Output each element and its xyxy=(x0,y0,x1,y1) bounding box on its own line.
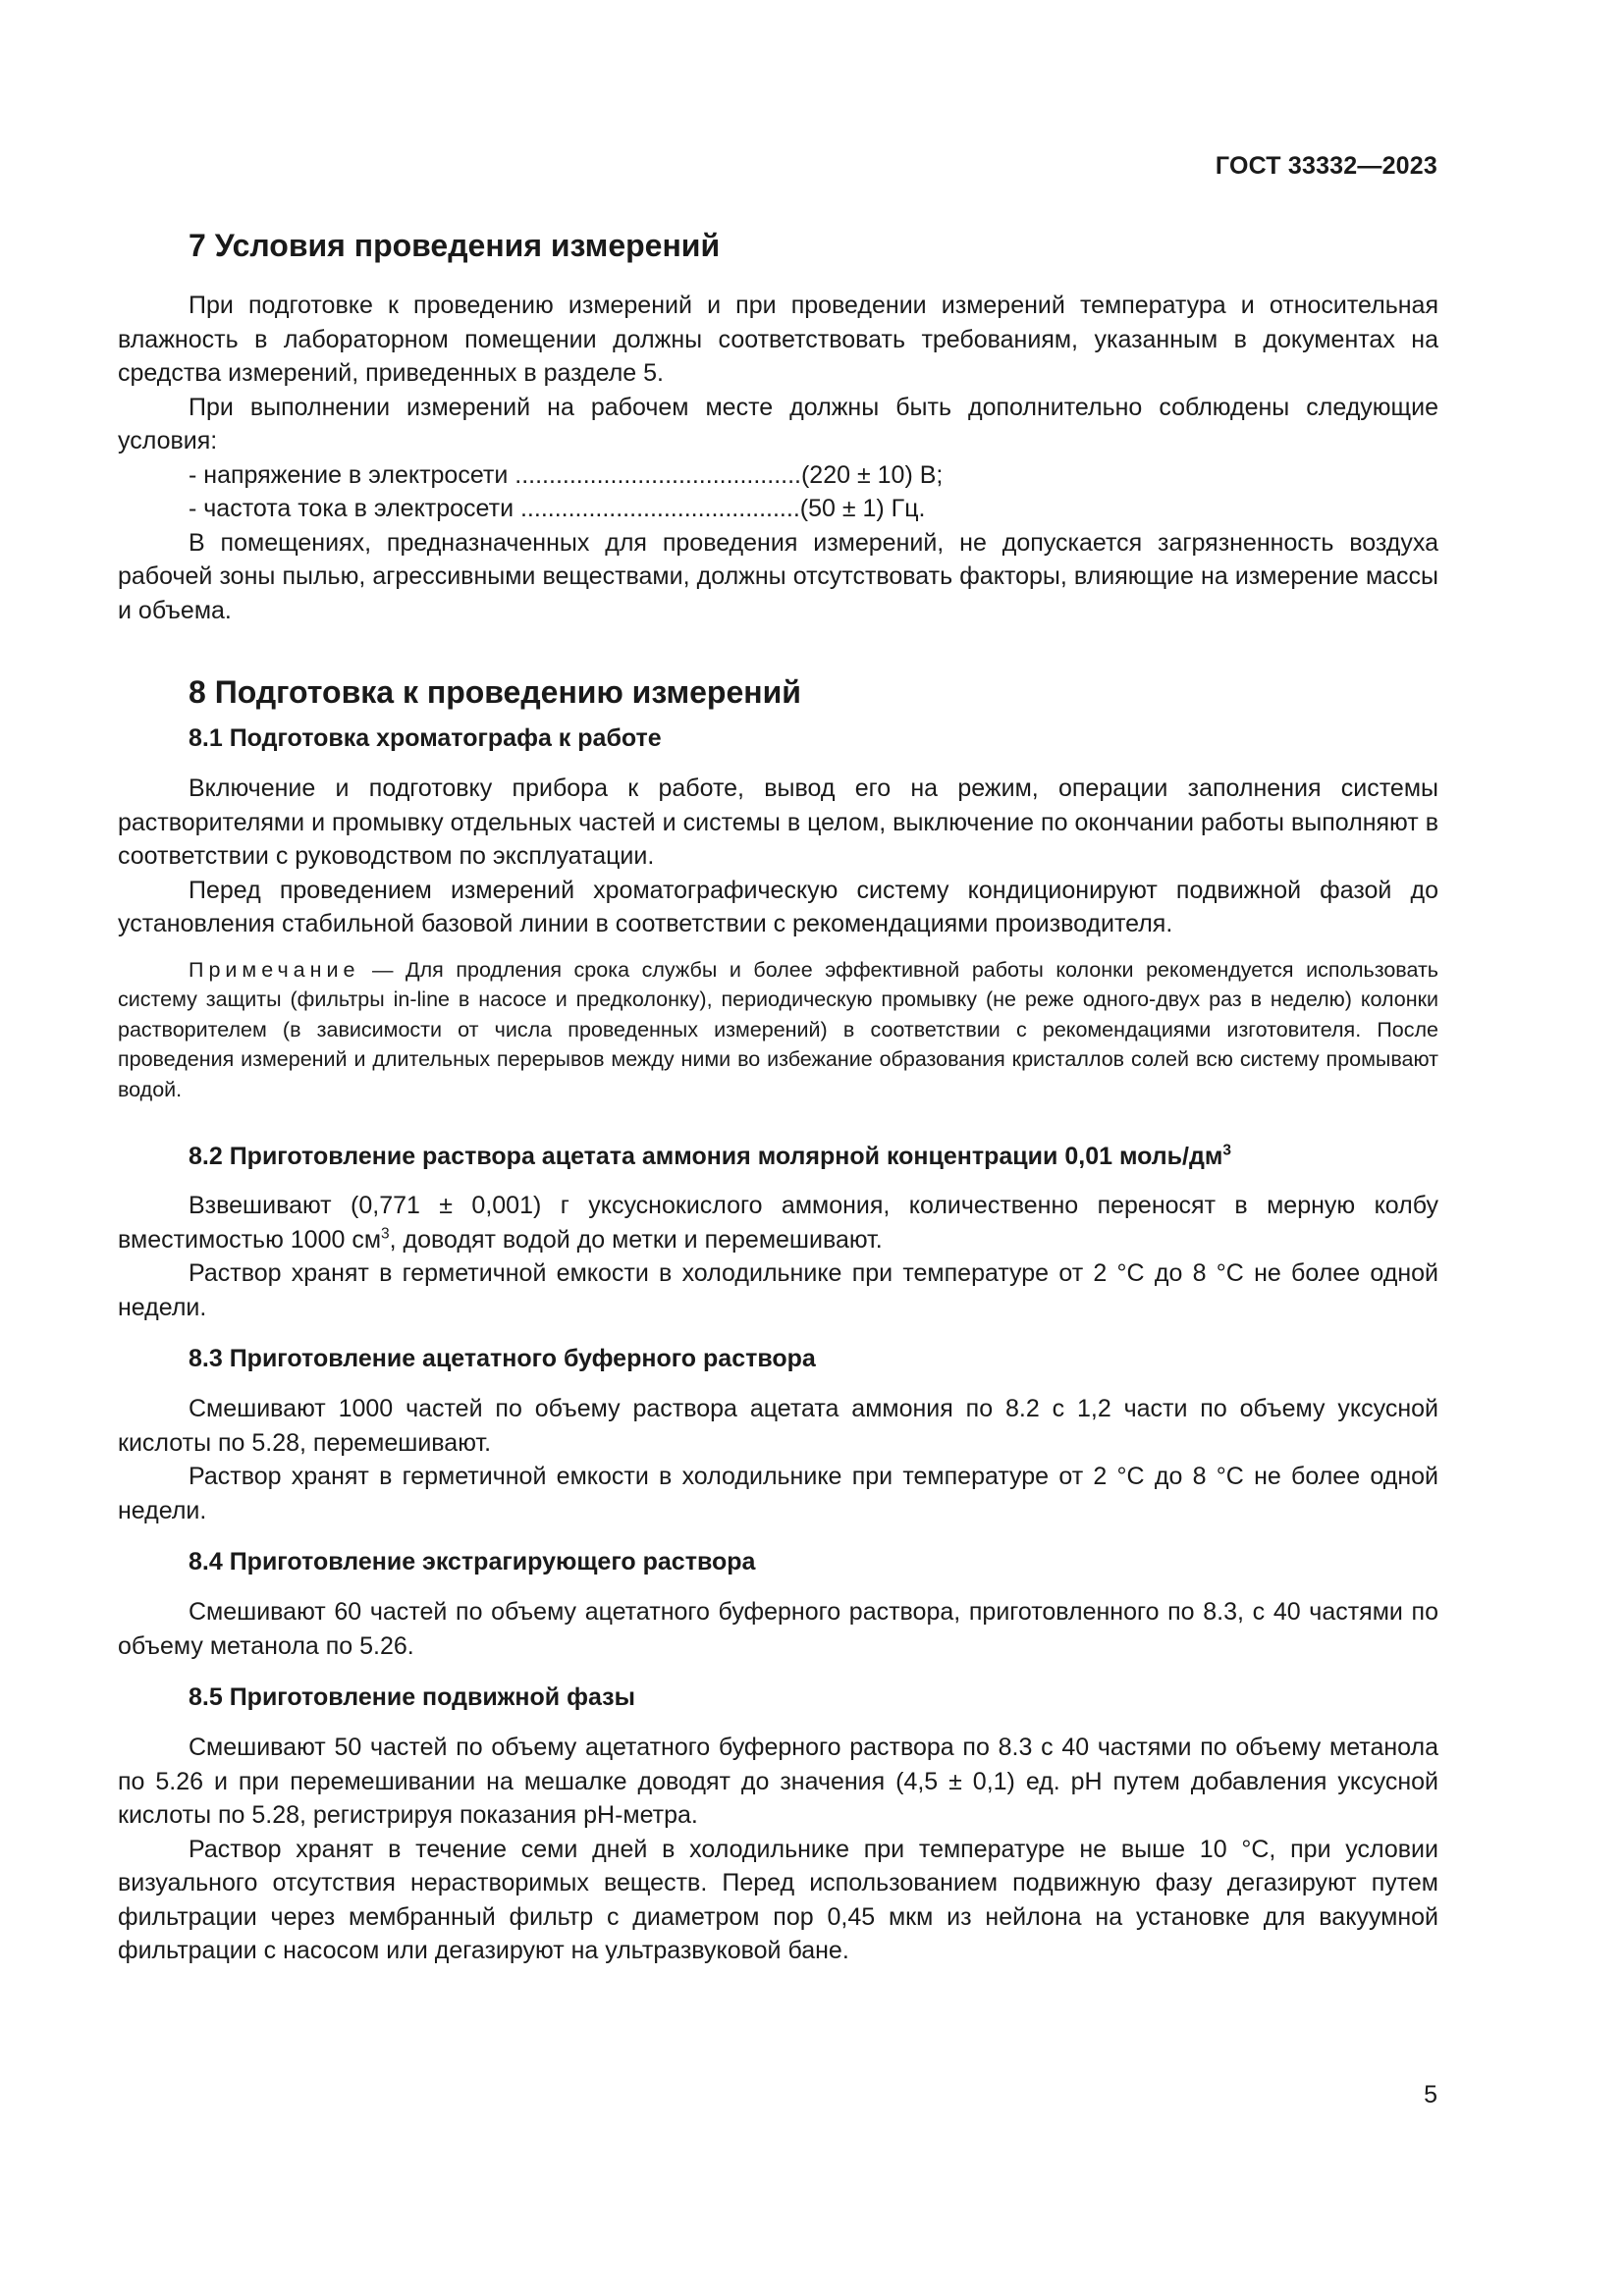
subsection-8-5-title: 8.5 Приготовление подвижной фазы xyxy=(189,1683,635,1711)
section-8-title: 8 Подготовка к проведению измерений xyxy=(189,674,801,710)
subsection-8-4-title: 8.4 Приготовление экстрагирующего раствора xyxy=(189,1548,756,1575)
paragraph: В помещениях, предназначенных для проведения измерений, не допускается загрязненность воздуха рабочей зоны пылью, агрессивными веществами, должны отсутствовать факторы, влияющие на измерение массы и объема. xyxy=(118,528,1438,624)
paragraph xyxy=(118,1189,1438,1256)
note-label: Примечание xyxy=(189,957,360,982)
paragraph: При выполнении измерений на рабочем месте должны быть дополнительно соблюдены следующие условия: xyxy=(118,393,1438,454)
superscript: 3 xyxy=(381,1225,390,1243)
paragraph: Перед проведением измерений хроматографическую систему кондиционируют подвижной фазой до установления стабильной базовой линии в соответствии с рекомендациями производителя. xyxy=(118,876,1438,937)
list-item: - частота тока в электросети .........................................(50 ± 1) Гц. xyxy=(189,495,926,522)
subsection-8-2-title-text: 8.2 Приготовление раствора ацетата аммония молярной концентрации 0,01 моль/дм xyxy=(189,1143,1223,1170)
subsection-8-1-title: 8.1 Подготовка хроматографа к работе xyxy=(189,724,662,752)
paragraph: Раствор хранят в течение семи дней в холодильнике при температуре не выше 10 °С, при условии визуального отсутствия нерастворимых веществ. Перед использованием подвижную фазу дегазируют путем фильтрации через мембранный фильтр с диаметром пор 0,45 мкм из нейлона на установке для вакуумной фильтрации с насосом или дегазируют на ультразвуковой бане. xyxy=(118,1835,1438,1964)
subsection-8-2-title xyxy=(189,1140,1438,1173)
paragraph: Смешивают 50 частей по объему ацетатного буферного раствора по 8.3 с 40 частями по объему метанола по 5.26 и при перемешивании на мешалке доводят до значения (4,5 ± 0,1) ед. pH путем добавления уксусной кислоты по 5.28, регистрируя показания pH-метра. xyxy=(118,1734,1438,1829)
note xyxy=(118,955,1438,1105)
list-item: - напряжение в электросети ..........................................(220 ± 10) В; xyxy=(189,460,944,489)
paragraph: Раствор хранят в герметичной емкости в холодильнике при температуре от 2 °С до 8 °С не более одной недели. xyxy=(118,1463,1438,1524)
paragraph-text: Взвешивают (0,771 ± 0,001) г уксуснокислого аммония, количественно переносят в мерную колбу вместимостью 1000 см xyxy=(118,1192,1438,1254)
page-number: 5 xyxy=(1424,2081,1437,2109)
section-7-title: 7 Условия проведения измерений xyxy=(189,228,721,263)
paragraph: Включение и подготовку прибора к работе, вывод его на режим, операции заполнения системы растворителями и промывку отдельных частей и системы в целом, выключение по окончании работы выполняют в соответствии с руководством по эксплуатации. xyxy=(118,774,1438,870)
document-code: ГОСТ 33332—2023 xyxy=(1215,152,1437,180)
paragraph: Смешивают 60 частей по объему ацетатного буферного раствора, приготовленного по 8.3, с 40 частями по объему метанола по 5.26. xyxy=(118,1598,1438,1660)
paragraph: Раствор хранят в герметичной емкости в холодильнике при температуре от 2 °С до 8 °С не более одной недели. xyxy=(118,1259,1438,1321)
paragraph: При подготовке к проведению измерений и при проведении измерений температура и относительная влажность в лабораторном помещении должны соответствовать требованиям, указанным в документах на средства измерений, приведенных в разделе 5. xyxy=(118,292,1438,387)
superscript: 3 xyxy=(1222,1142,1231,1159)
page-content xyxy=(118,224,1438,1968)
paragraph-text: , доводят водой до метки и перемешивают. xyxy=(389,1225,883,1254)
paragraph: Смешивают 1000 частей по объему раствора ацетата аммония по 8.2 с 1,2 части по объему уксусной кислоты по 5.28, перемешивают. xyxy=(118,1395,1438,1457)
note-text: — Для продления срока службы и более эффективной работы колонки рекомендуется использовать систему защиты (фильтры in-line в насосе и предколонку), периодическую промывку (не реже одного-двух раз в неделю) колонки растворителем (в зависимости от числа проведенных измерений) в соответствии с рекомендациями изготовителя. После проведения измерений и длительных перерывов между ними во избежание образования кристаллов солей всю систему промывают водой. xyxy=(118,957,1438,1101)
subsection-8-3-title: 8.3 Приготовление ацетатного буферного раствора xyxy=(189,1345,816,1372)
